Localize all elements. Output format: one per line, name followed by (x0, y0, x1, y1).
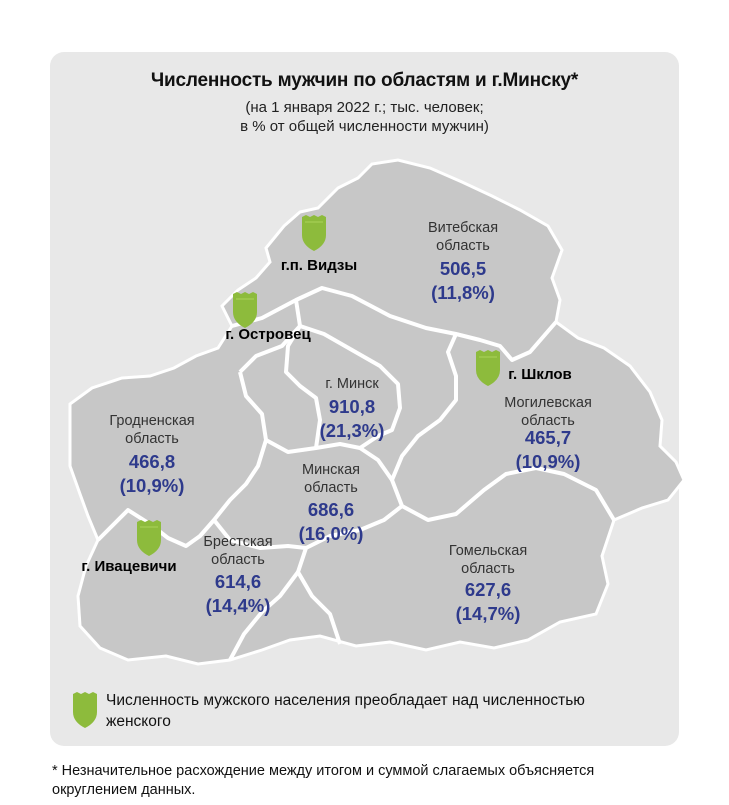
region-value: 465,7 (524, 427, 572, 448)
region-name-line-2: область (304, 480, 358, 496)
region-percent: (21,3%) (319, 420, 385, 441)
region-name-line-2: область (125, 431, 179, 447)
subtitle-line-1: (на 1 января 2022 г.; тыс. человек; (245, 99, 484, 116)
region-name-line-2: область (461, 561, 515, 577)
region-name-line-2: область (521, 413, 575, 429)
region-value: 466,8 (128, 451, 176, 472)
region-name-line-2: область (436, 238, 490, 254)
region-name-line-1: Витебская (427, 220, 499, 236)
region-name-line-1: Могилевская (504, 395, 592, 411)
region-name-line-1: Брестская (203, 534, 273, 550)
footnote: * Незначительное расхождение между итогом и суммой слагаемых объясняется округлением данных. (52, 763, 595, 798)
region-value: 627,6 (464, 579, 512, 600)
legend-text: Численность мужского населения преобладает над численностью женского (106, 692, 585, 730)
region-minsk (299, 462, 364, 544)
region-percent: (16,0%) (298, 523, 364, 544)
chart-title: Численность мужчин по областям и г.Минску* (150, 70, 579, 91)
region-value: 910,8 (328, 396, 376, 417)
region-percent: (11,8%) (431, 282, 495, 303)
subtitle-line-2: в % от общей численности мужчин) (240, 118, 489, 135)
region-percent: (14,4%) (205, 595, 271, 616)
town-ivatsevichi: г. Ивацевичи (81, 558, 177, 575)
region-value: 614,6 (214, 571, 262, 592)
region-value: 506,5 (439, 258, 487, 279)
town-vidzy: г.п. Видзы (280, 257, 358, 274)
region-name-line-1: Гродненская (109, 413, 195, 429)
shield-icon (72, 692, 98, 728)
region-percent: (10,9%) (119, 475, 185, 496)
country-outline (70, 160, 684, 664)
region-name-line-2: область (211, 552, 265, 568)
region-value: 686,6 (307, 499, 355, 520)
region-percent: (10,9%) (515, 451, 581, 472)
town-shklov: г. Шклов (508, 366, 572, 383)
region-name-line-1: Минская (301, 462, 361, 478)
region-name-line-1: Гомельская (448, 543, 528, 559)
region-percent: (14,7%) (455, 603, 521, 624)
region-minsk-city (320, 376, 385, 441)
town-ostrovets: г. Островец (225, 326, 311, 343)
region-name-line-1: г. Минск (325, 376, 379, 392)
